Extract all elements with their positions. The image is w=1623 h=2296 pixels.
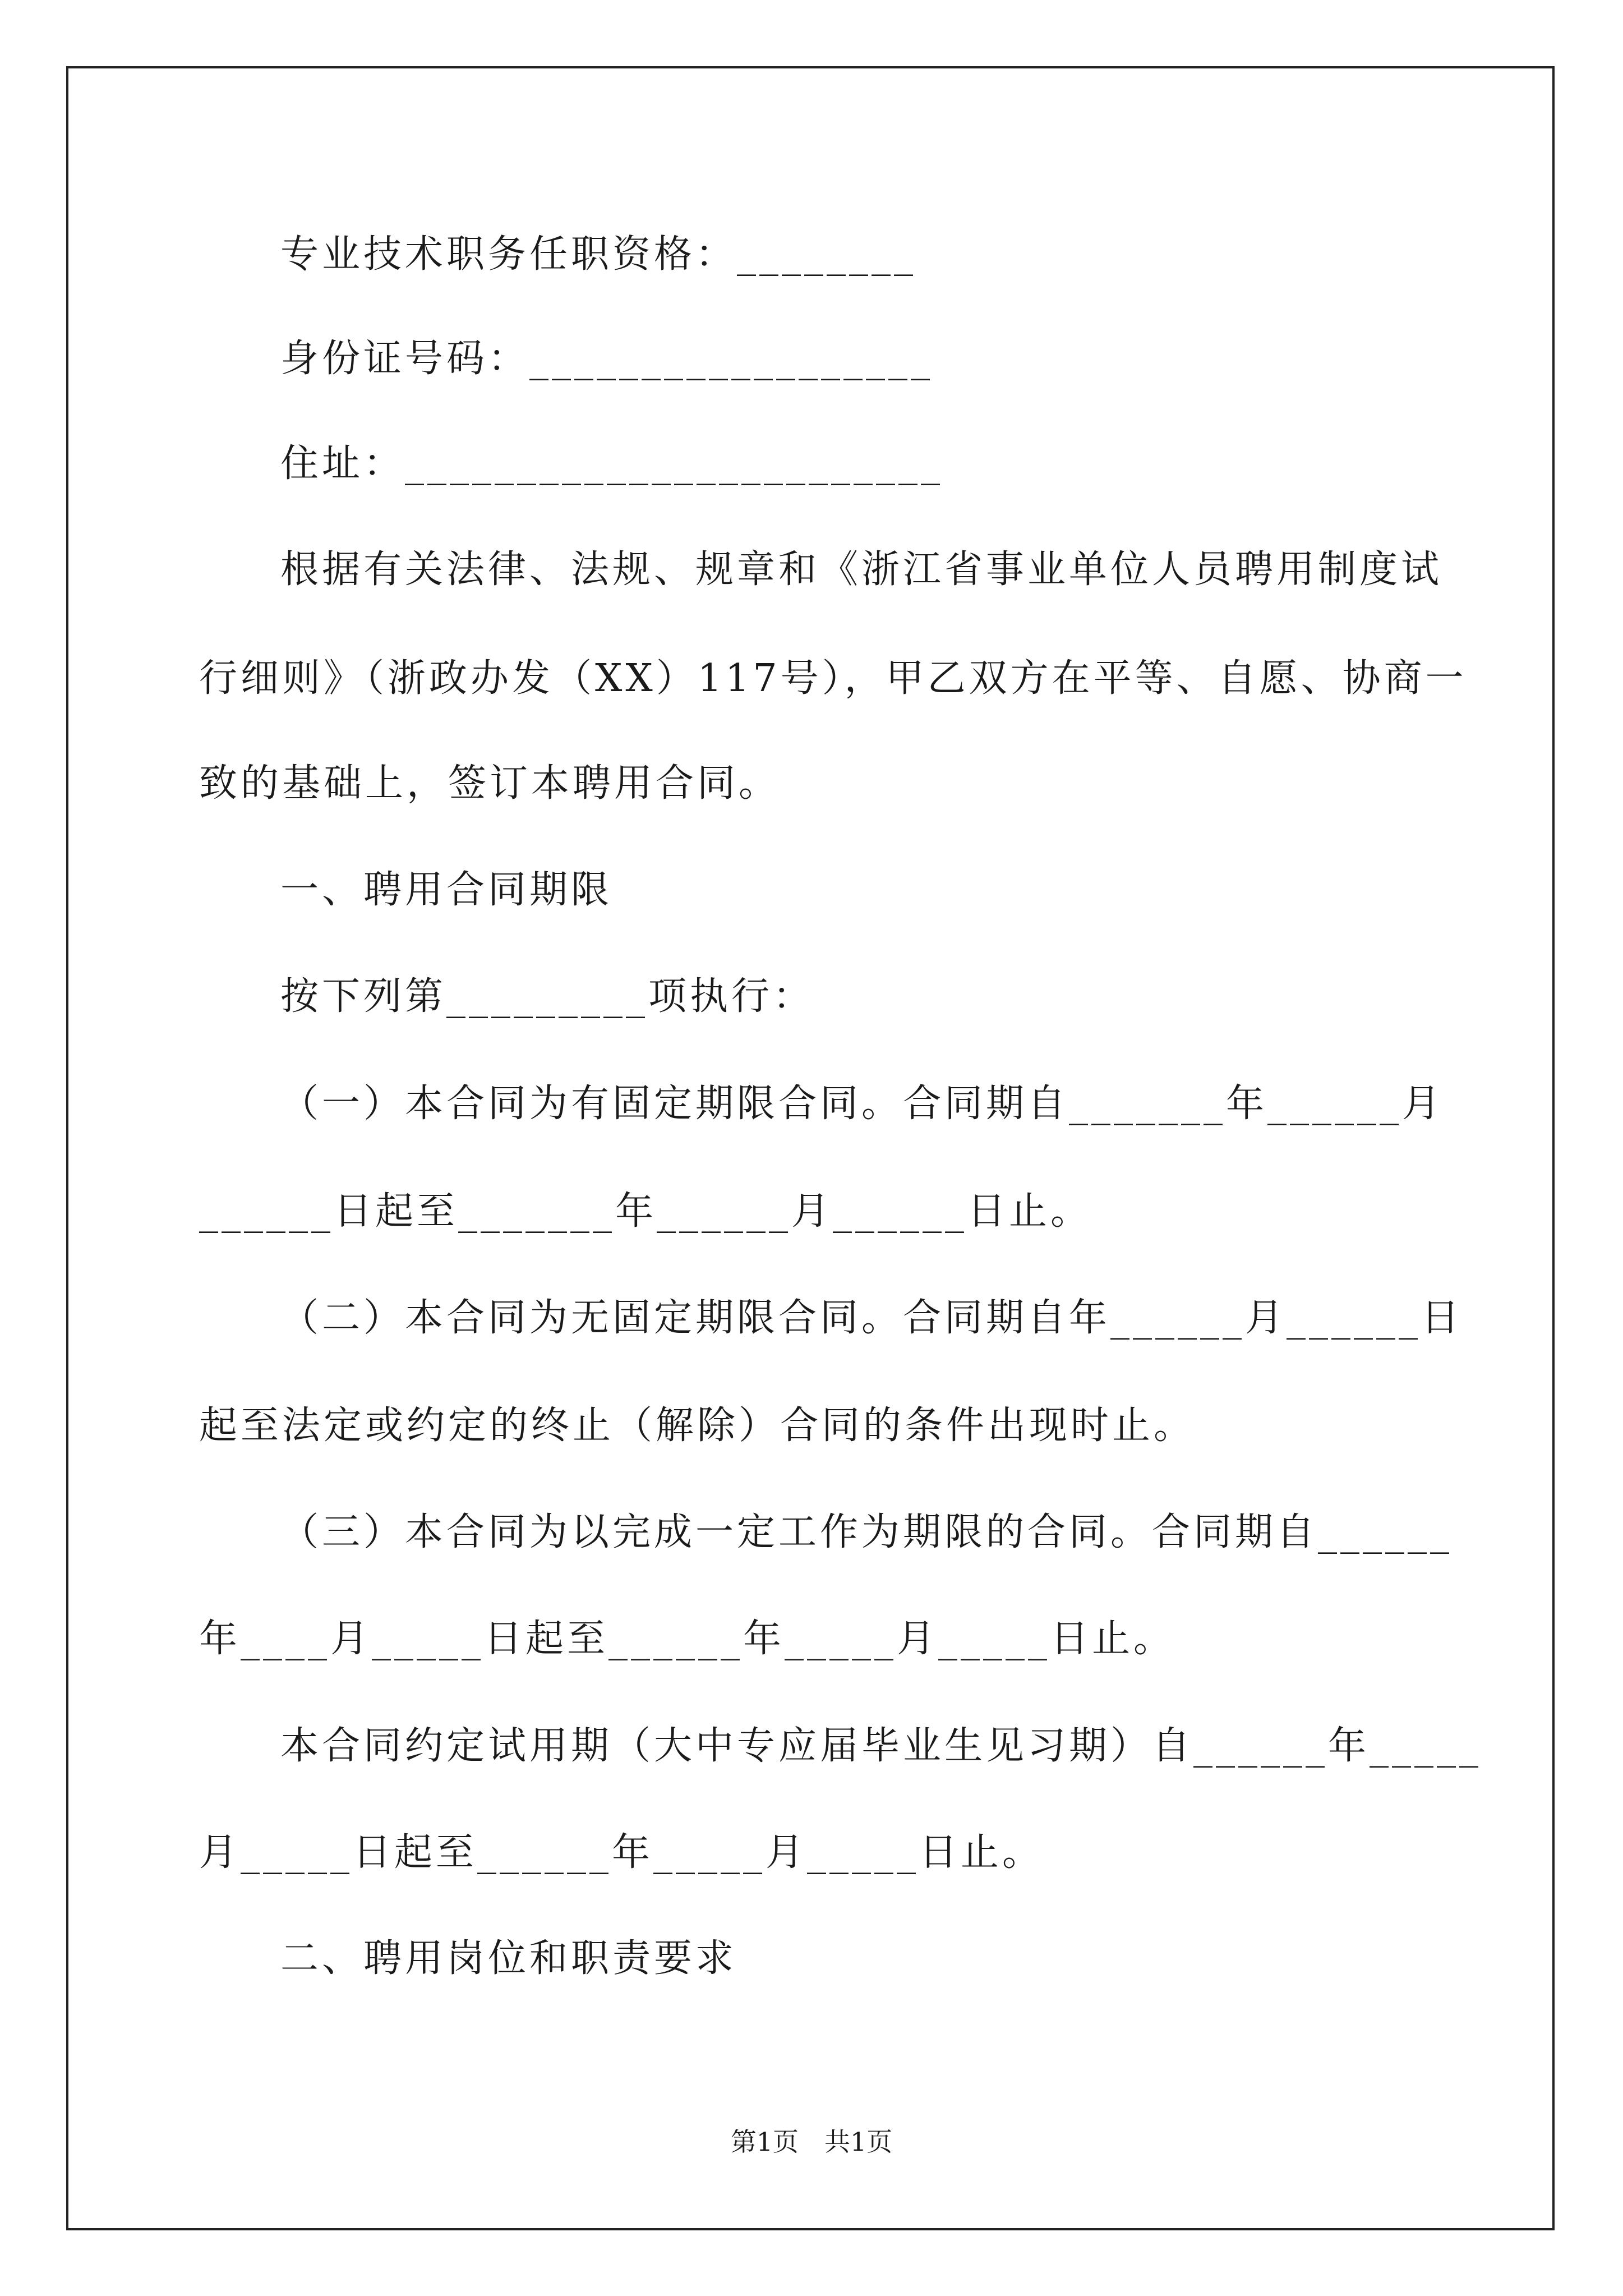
text-line-option-2b: 起至法定或约定的终止（解除）合同的条件出现时止。 [199, 1404, 1196, 1448]
text-line-probation-a: 本合同约定试用期（大中专应届毕业生见习期）自______年_____ [280, 1724, 1482, 1768]
text-line-option-1b: ______日起至_______年______月______日止。 [199, 1189, 1092, 1234]
text-line-option-3b: 年____月_____日起至______年_____月_____日止。 [199, 1617, 1175, 1661]
text-line-option-select: 按下列第_________项执行： [280, 974, 815, 1019]
text-line-preamble-1: 根据有关法律、法规、规章和《浙江省事业单位人员聘用制度试 [280, 547, 1443, 592]
text-line-option-2a: （二）本合同为无固定期限合同。合同期自年______月______日 [280, 1296, 1463, 1340]
section-heading-position-duties: 二、聘用岗位和职责要求 [280, 1936, 737, 1981]
text-line-option-3a: （三）本合同为以完成一定工作为期限的合同。合同期自______ [280, 1510, 1453, 1554]
page-footer: 第1页 共1页 [730, 2127, 893, 2157]
text-line-preamble-3: 致的基础上，签订本聘用合同。 [199, 761, 781, 806]
text-line-qualification: 专业技术职务任职资格：________ [280, 232, 917, 277]
page-border [66, 66, 1555, 2230]
text-line-option-1a: （一）本合同为有固定期限合同。合同期自_______年______月 [280, 1082, 1444, 1126]
text-line-preamble-2: 行细则》（浙政办发（XX）117号），甲乙双方在平等、自愿、协商一 [199, 656, 1467, 701]
section-heading-contract-term: 一、聘用合同期限 [280, 868, 613, 912]
text-line-id-number: 身份证号码：__________________ [280, 337, 934, 381]
text-line-address: 住址：________________________ [280, 441, 944, 486]
text-line-probation-b: 月_____日起至______年_____月_____日止。 [199, 1830, 1044, 1875]
